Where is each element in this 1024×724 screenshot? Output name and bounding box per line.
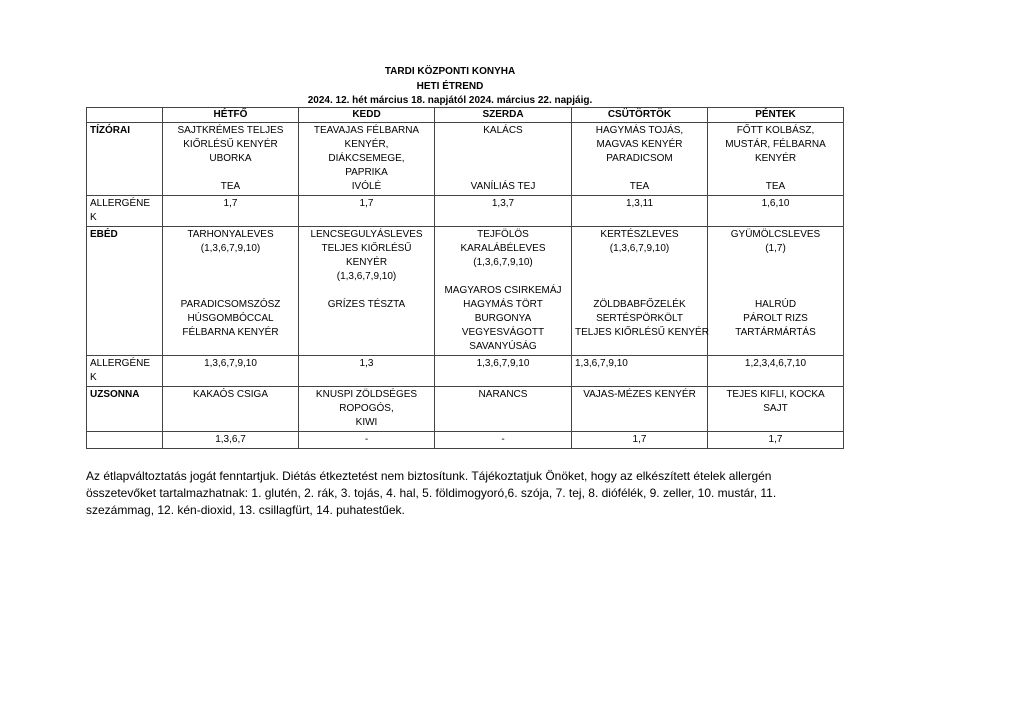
- weekly-menu-table: [86, 107, 844, 449]
- allergen3-thu: 1,7: [572, 432, 708, 449]
- row-label-allergen: ALLERGÉNE K: [87, 356, 163, 387]
- uzsonna-tue: KNUSPI ZÖLDSÉGES ROPOGÓS, KIWI: [299, 387, 435, 432]
- allergen2-fri: 1,2,3,4,6,7,10: [708, 356, 844, 387]
- allergen1-tue: 1,7: [299, 196, 435, 227]
- table-row-ebed: [87, 227, 844, 356]
- table-row-allergen-2: [87, 356, 844, 387]
- allergen1-thu: 1,3,11: [572, 196, 708, 227]
- ebed-fri: GYÜMÖLCSLEVES (1,7) HALRÚD PÁROLT RIZS TARTÁRMÁRTÁS: [708, 227, 844, 356]
- page-subtitle: HETI ÉTREND: [416, 81, 484, 92]
- allergen2-tue: 1,3: [299, 356, 435, 387]
- allergen2-thu: 1,3,6,7,9,10: [572, 356, 708, 387]
- menu-period: 2024. 12. hét március 18. napjától 2024. március 22. napjáig.: [307, 95, 593, 106]
- tizorai-fri: FŐTT KOLBÁSZ, MUSTÁR, FÉLBARNA KENYÉR TEA: [708, 123, 844, 196]
- day-header-tue: KEDD: [299, 108, 435, 123]
- table-row-allergen-1: [87, 196, 844, 227]
- row-label-ebed: EBÉD: [87, 227, 163, 356]
- day-header-wed: SZERDA: [435, 108, 572, 123]
- uzsonna-wed: NARANCS: [435, 387, 572, 432]
- tizorai-thu: HAGYMÁS TOJÁS, MAGVAS KENYÉR PARADICSOM TEA: [572, 123, 708, 196]
- allergen-footnote: [86, 468, 846, 519]
- allergen3-fri: 1,7: [708, 432, 844, 449]
- ebed-tue: LENCSEGULYÁSLEVES TELJES KIŐRLÉSŰ KENYÉR (1,3,6,7,9,10) GRÍZES TÉSZTA: [299, 227, 435, 356]
- allergen2-mon: 1,3,6,7,9,10: [163, 356, 299, 387]
- row-label-tizorai: TÍZÓRAI: [87, 123, 163, 196]
- row-label-allergen: ALLERGÉNE K: [87, 196, 163, 227]
- allergen1-mon: 1,7: [163, 196, 299, 227]
- tizorai-wed: KALÁCS VANÍLIÁS TEJ: [435, 123, 572, 196]
- row-label-uzsonna: UZSONNA: [87, 387, 163, 432]
- footnote-line-2: összetevőket tartalmazhatnak: 1. glutén, 2. rák, 3. tojás, 4. hal, 5. földimogyoró,6. szója, 7. tej, 8. diófélék, 9. zeller, 10. mustár, 11.: [86, 486, 777, 500]
- uzsonna-thu: VAJAS-MÉZES KENYÉR: [572, 387, 708, 432]
- table-header-row: [87, 108, 844, 123]
- day-header-thu: CSÜTÖRTÖK: [572, 108, 708, 123]
- row-label-empty: [87, 432, 163, 449]
- table-row-uzsonna: [87, 387, 844, 432]
- table-row-allergen-3: [87, 432, 844, 449]
- ebed-mon: TARHONYALEVES (1,3,6,7,9,10) PARADICSOMSZÓSZ HÚSGOMBÓCCAL FÉLBARNA KENYÉR: [163, 227, 299, 356]
- day-header-mon: HÉTFŐ: [163, 108, 299, 123]
- allergen3-mon: 1,3,6,7: [163, 432, 299, 449]
- footnote-line-3: szezámmag, 12. kén-dioxid, 13. csillagfürt, 14. puhatestűek.: [86, 503, 405, 517]
- allergen2-wed: 1,3,6,7,9,10: [435, 356, 572, 387]
- allergen1-fri: 1,6,10: [708, 196, 844, 227]
- tizorai-mon: SAJTKRÉMES TELJES KIŐRLÉSŰ KENYÉR UBORKA TEA: [163, 123, 299, 196]
- uzsonna-mon: KAKAÓS CSIGA: [163, 387, 299, 432]
- page-title: TARDI KÖZPONTI KONYHA: [384, 66, 516, 77]
- tizorai-tue: TEAVAJAS FÉLBARNA KENYÉR, DIÁKCSEMEGE, PAPRIKA IVÓLÉ: [299, 123, 435, 196]
- allergen3-wed: -: [435, 432, 572, 449]
- corner-cell: [87, 108, 163, 123]
- ebed-wed: TEJFÖLÖS KARALÁBÉLEVES (1,3,6,7,9,10) MAGYAROS CSIRKEMÁJ HAGYMÁS TÖRT BURGONYA VEGYESVÁGOTT SAVANYÚSÁG: [435, 227, 572, 356]
- allergen3-tue: -: [299, 432, 435, 449]
- footnote-line-1: Az étlapváltoztatás jogát fenntartjuk. Diétás étkeztetést nem biztosítunk. Tájékoztatjuk Önöket, hogy az elkészített ételek allergén: [86, 469, 772, 483]
- allergen1-wed: 1,3,7: [435, 196, 572, 227]
- uzsonna-fri: TEJES KIFLI, KOCKA SAJT: [708, 387, 844, 432]
- ebed-thu: KERTÉSZLEVES (1,3,6,7,9,10) ZÖLDBABFŐZELÉK SERTÉSPÖRKÖLT TELJES KIŐRLÉSŰ KENYÉR: [572, 227, 708, 356]
- table-row-tizorai: [87, 123, 844, 196]
- day-header-fri: PÉNTEK: [708, 108, 844, 123]
